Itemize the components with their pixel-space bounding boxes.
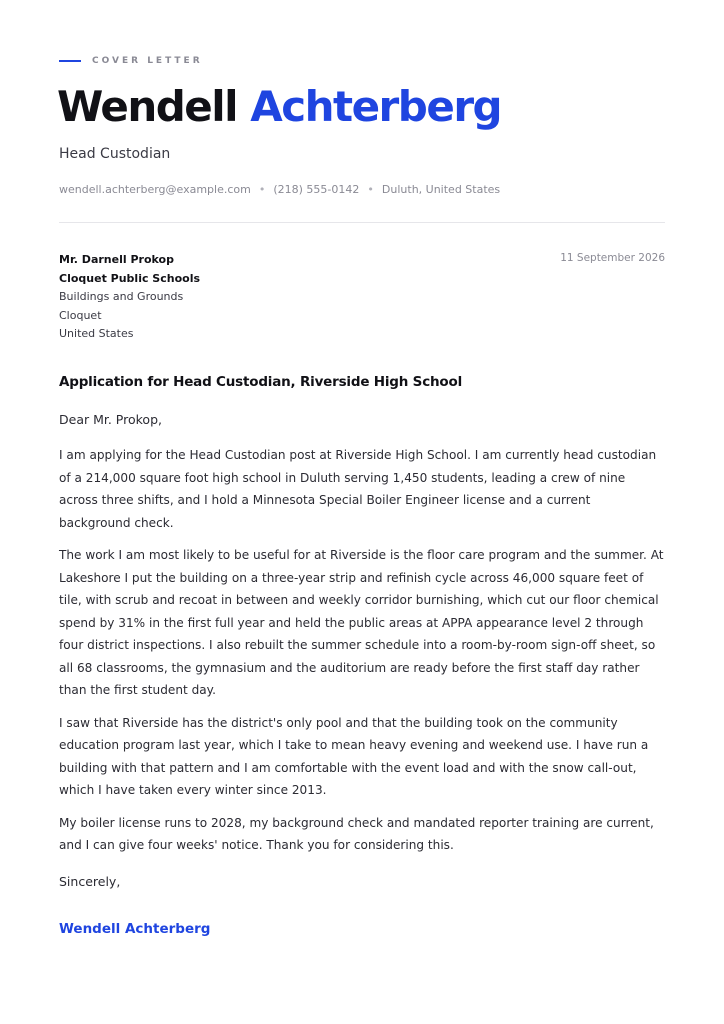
recipient-city: Cloquet bbox=[59, 308, 102, 322]
last-name: Achterberg bbox=[250, 82, 502, 131]
salutation: Dear Mr. Prokop, bbox=[59, 412, 162, 427]
letter-subject: Application for Head Custodian, Riverside High School bbox=[59, 374, 462, 390]
letter-body bbox=[59, 444, 665, 867]
recipient-organization: Cloquet Public Schools bbox=[59, 271, 201, 285]
body-paragraph: I am applying for the Head Custodian post at Riverside High School. I am currently head custodian of a 214,000 square foot high school in Duluth serving 1,450 students, leading a crew of nine across three shifts, and I hold a Minnesota Special Boiler Engineer license and a current background check. bbox=[59, 448, 657, 530]
recipient-block bbox=[59, 251, 200, 344]
recipient-department: Buildings and Grounds bbox=[59, 290, 184, 303]
signature: Wendell Achterberg bbox=[59, 921, 211, 937]
applicant-name bbox=[57, 80, 501, 134]
job-title: Head Custodian bbox=[59, 146, 171, 162]
recipient-country: United States bbox=[59, 327, 134, 340]
contact-line bbox=[59, 183, 500, 196]
contact-phone[interactable]: (218) 555-0142 bbox=[273, 183, 360, 196]
recipient-name: Mr. Darnell Prokop bbox=[59, 253, 174, 266]
accent-rule bbox=[59, 60, 81, 62]
body-paragraph: The work I am most likely to be useful for at Riverside is the floor care program and the summer. At Lakeshore I put the building on a three-year strip and refinish cycle across 46,000 square feet of tile, with scrub and recoat in between and weekly corridor burnishing, which cut our floor chemical spend by 31% in the first full year and held the public areas at APPA appearance level 2 through four district inspections. I also rebuilt the summer schedule into a room-by-room sign-off sheet, so all 68 classrooms, the gymnasium and the auditorium are ready before the first staff day rather than the first student day. bbox=[59, 548, 664, 697]
body-paragraph: My boiler license runs to 2028, my background check and mandated reporter training are current, and I can give four weeks' notice. Thank you for considering this. bbox=[59, 815, 654, 852]
body-paragraph: I saw that Riverside has the district's only pool and that the building took on the community education program last year, which I take to mean heavy evening and weekend use. I have run a building with that pattern and I am comfortable with the event load and with the snow call-out, which I have taken every winter since 2013. bbox=[59, 715, 649, 797]
contact-email[interactable]: wendell.achterberg@example.com bbox=[59, 183, 251, 196]
letter-date: 11 September 2026 bbox=[560, 252, 665, 264]
contact-separator: • bbox=[258, 183, 266, 196]
eyebrow-label: COVER LETTER bbox=[92, 56, 203, 66]
eyebrow bbox=[59, 56, 203, 66]
closing: Sincerely, bbox=[59, 874, 121, 889]
header-divider bbox=[59, 222, 665, 223]
contact-separator: • bbox=[367, 183, 374, 196]
contact-location: Duluth, United States bbox=[381, 183, 501, 196]
first-name: Wendell bbox=[57, 82, 238, 131]
